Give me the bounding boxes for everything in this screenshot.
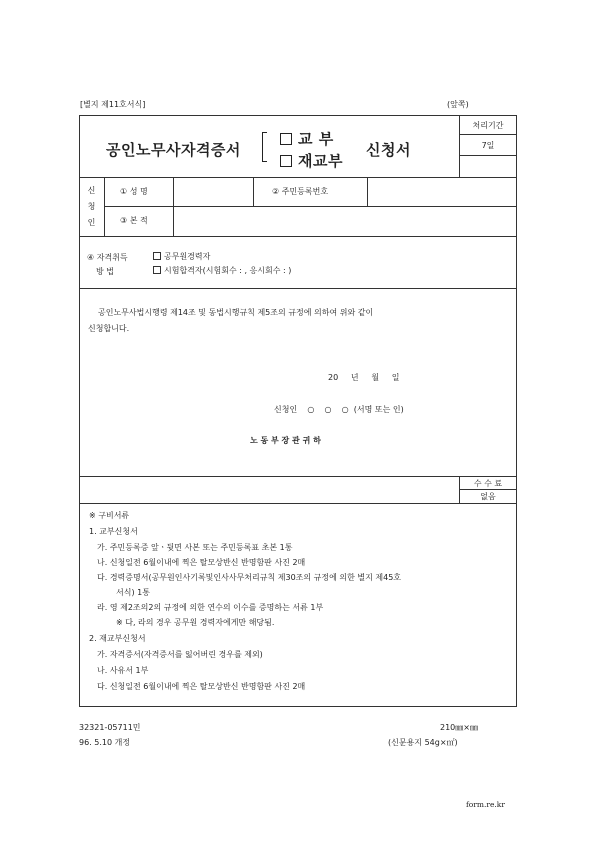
applicant-signature: 신청인 ○ ○ ○ (서명 또는 인) xyxy=(274,405,404,414)
application-date: 20 년 월 일 xyxy=(328,373,400,382)
document-item: 다. 경력증명서(공무원인사기록및인사사무처리규칙 제30조의 규정에 의한 별지 제45호 xyxy=(97,573,402,582)
form-code: 32321-05711민 xyxy=(79,723,141,732)
document-item: 라. 영 제2조의2의 규정에 의한 연수의 이수를 증명하는 서류 1부 xyxy=(97,603,324,612)
document-item: 서식) 1통 xyxy=(116,588,150,597)
option-reissue-label: 재교부 xyxy=(298,152,343,170)
page-side: (앞쪽) xyxy=(447,100,469,109)
document-item: 가. 자격증서(자격증서를 잃어버린 경우를 제외) xyxy=(97,650,263,659)
processing-value: 7일 xyxy=(481,141,495,150)
document-item: 다. 신청일전 6월이내에 찍은 탈모상반신 반명함판 사진 2매 xyxy=(97,682,306,691)
reissue-checkbox[interactable] xyxy=(280,155,292,167)
public-official-label: 공무원경력자 xyxy=(164,252,211,261)
option-public-official[interactable] xyxy=(153,251,210,262)
title-suffix: 신청서 xyxy=(366,141,411,159)
form-number: [별지 제11호서식] xyxy=(80,100,146,109)
fee-label: 수 수 료 xyxy=(473,479,503,488)
exam-passer-checkbox[interactable] xyxy=(153,266,161,274)
paper-size: 210㎜×㎜ xyxy=(440,723,478,732)
document-item: 나. 신청일전 6월이내에 찍은 탈모상반신 반명함판 사진 2매 xyxy=(97,558,306,567)
qualification-label-1: ④ 자격취득 xyxy=(87,253,128,262)
processing-label: 처리기간 xyxy=(472,121,504,130)
public-official-checkbox[interactable] xyxy=(153,252,161,260)
document-note: ※ 다, 라의 경우 공무원 경력자에게만 해당됨. xyxy=(116,618,275,627)
address-label: ③ 본 적 xyxy=(120,216,148,225)
fee-value: 없음 xyxy=(480,492,496,501)
revision-date: 96. 5.10 개정 xyxy=(79,738,131,747)
site-label: form.re.kr xyxy=(466,800,505,809)
document-item: 나. 사유서 1부 xyxy=(97,666,149,675)
applicant-side-2: 청 xyxy=(87,202,96,211)
option-issue-label: 교 부 xyxy=(298,130,334,148)
option-issue[interactable] xyxy=(280,128,334,149)
documents-section-2: 2. 재교부신청서 xyxy=(89,634,146,643)
statement-line-1: 공인노무사법시행령 제14조 및 동법시행규칙 제5조의 규정에 의하여 위와 같이 xyxy=(98,308,374,317)
qualification-label-2: 방 법 xyxy=(96,267,114,276)
issue-checkbox[interactable] xyxy=(280,133,292,145)
name-label: ① 성 명 xyxy=(120,187,148,196)
id-label: ② 주민등록번호 xyxy=(272,187,329,196)
document-item: 가. 주민등록증 앞ㆍ뒷면 사본 또는 주민등록표 초본 1통 xyxy=(97,543,293,552)
name-field[interactable] xyxy=(174,178,252,205)
exam-passer-label: 시험합격자(시험회수 : , 응시회수 : ) xyxy=(164,266,292,275)
statement-line-2: 신청합니다. xyxy=(88,324,130,333)
documents-heading: ※ 구비서류 xyxy=(89,511,130,520)
paper-spec: (신문용지 54g×㎡) xyxy=(388,738,458,747)
applicant-side-3: 인 xyxy=(87,218,96,227)
option-reissue[interactable] xyxy=(280,150,343,171)
title-bracket xyxy=(262,132,268,162)
form-title: 공인노무사자격증서 xyxy=(106,141,241,159)
documents-section-1: 1. 교부신청서 xyxy=(89,527,138,536)
id-number-field[interactable] xyxy=(368,178,516,205)
address-field[interactable] xyxy=(174,207,516,235)
recipient: 노 동 부 장 관 귀 하 xyxy=(250,436,321,445)
applicant-side-1: 신 xyxy=(87,186,96,195)
option-exam-passer[interactable] xyxy=(153,265,291,276)
